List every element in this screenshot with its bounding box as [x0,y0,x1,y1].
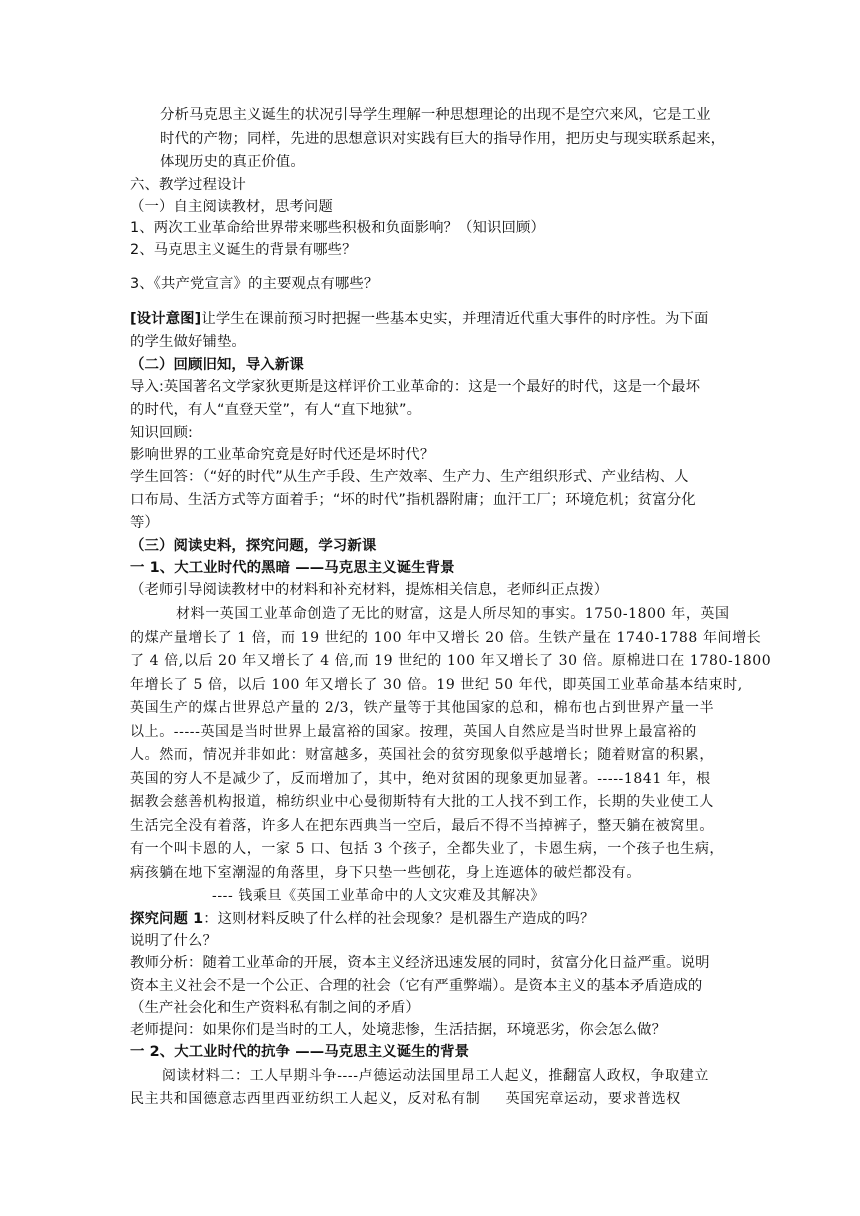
material-paragraph-line: 据教会慈善机构报道，棉纺织业中心曼彻斯特有大批的工人找不到工作，长期的失业使工人 [130,794,714,810]
material-paragraph-line: 生活完全没有着落，许多人在把东西典当一空后，最后不得不当掉裤子，整天躺在被窝里。 [130,818,714,834]
text-line: 学生回答：（“好的时代”从生产手段、生产效率、生产力、生产组织形式、产业结构、人 [130,469,689,485]
text-line: 影响世界的工业革命究竟是好时代还是坏时代？ [130,447,435,463]
text-line: 教师分析：随着工业革命的开展，资本主义经济迅速发展的同时，贫富分化日益严重。说明 [130,955,710,971]
material-paragraph-line: 年增长了 5 倍，以后 100 年又增长了 30 倍。19 世纪 50 年代，即英国工业革命基本结束时, [130,677,743,693]
material-paragraph-line: 英国的穷人不是减少了，反而增加了，其中，绝对贫困的现象更加显著。-----1841 年，根 [130,771,711,787]
material-citation: ---- 钱乘旦《英国工业革命中的人文灾难及其解决》 [212,888,545,904]
material-paragraph-line: 英国生产的煤占世界总产量的 2/3，铁产量等于其他国家的总和，棉布也占到世界产量一半 [130,700,715,716]
text-line: 口布局、生活方式等方面着手；“坏的时代”指机器附庸；血汗工厂；环境危机；贫富分化 [130,492,696,508]
material-paragraph-line: 有一个叫卡恩的人，一家 5 口、包括 3 个孩子，全都失业了，卡恩生病，一个孩子也生病， [130,841,725,857]
topic-heading: 一 1、大工业时代的黑暗 ——马克思主义诞生背景 [130,560,455,576]
design-intent-line [130,309,709,329]
text-line: 导入:英国著名文学家狄更斯是这样评价工业革命的：这是一个最好的时代，这是一个最坏 [130,379,701,395]
inquiry-question-text: ：这则材料反映了什么样的社会现象？是机器生产造成的吗？ [203,911,595,927]
material-paragraph-line: 病孩躺在地下室潮湿的角落里，身下只垫一些刨花，身上连遮体的破烂都没有。 [130,865,641,881]
inquiry-question-label: 探究问题 1 [130,911,204,927]
inquiry-question-line [130,909,594,929]
text-line: 知识回顾: [130,425,193,441]
text-line: （生产社会化和生产资料私有制之间的矛盾） [130,1000,420,1016]
material-paragraph-line: 的煤产量增长了 1 倍，而 19 世纪的 100 年中又增长 20 倍。生铁产量在 1740-1788 年间增长 [130,630,762,646]
material-paragraph-line: 人。然而，情况并非如此：财富越多，英国社会的贫穷现象似乎越增长；随着财富的积累， [130,747,714,763]
text-line: 说明了什么？ [130,933,217,949]
text-line: 的学生做好铺垫。 [130,334,246,350]
material-paragraph-line: 民主共和国德意志西里西亚纺织工人起义，反对私有制 英国宪章运动，要求普选权 [130,1091,681,1107]
material-paragraph-line: 阅读材料二：工人早期斗争----卢德运动法国里昂工人起义，推翻富人政权，争取建立 [162,1068,709,1084]
design-intent-text: 让学生在课前预习时把握一些基本史实，并理清近代重大事件的时序性。为下面 [201,311,709,327]
material-paragraph-line: 了 4 倍,以后 20 年又增长了 4 倍,而 19 世纪的 100 年又增长了 30 倍。原棉进口在 1780-1800 [130,653,772,669]
text-line: 的时代，有人“直登天堂”，有人“直下地狱”。 [130,402,422,418]
material-paragraph-line: 以上。-----英国是当时世界上最富裕的国家。按理，英国人自然应是当时世界上最富裕的 [130,724,697,740]
material-paragraph-line: 材料一英国工业革命创造了无比的财富，这是人所尽知的事实。1750-1800 年，英国 [176,606,730,622]
subsection-heading: （一）自主阅读教材，思考问题 [130,199,333,215]
text-line: 分析马克思主义诞生的状况引导学生理解一种思想理论的出现不是空穴来风，它是工业 [160,107,711,123]
text-line: 资本主义社会不是一个公正、合理的社会（它有严重弊端）。是资本主义的基本矛盾造成的 [130,978,703,994]
text-line: （老师引导阅读教材中的材料和补充材料，提炼相关信息，老师纠正点拨） [130,582,609,598]
text-line: 时代的产物；同样，先进的思想意识对实践有巨大的指导作用，把历史与现实联系起来， [160,131,726,147]
section-heading: 六、教学过程设计 [130,177,246,193]
topic-heading: 一 2、大工业时代的抗争 ——马克思主义诞生的背景 [130,1044,470,1060]
subsection-heading: （二）回顾旧知，导入新课 [130,357,304,373]
question-1: 1、两次工业革命给世界带来哪些积极和负面影响？（知识回顾） [130,220,545,236]
question-2: 2、马克思主义诞生的背景有哪些？ [130,242,357,258]
text-line: 等） [130,515,159,531]
text-line: 老师提问：如果你们是当时的工人，处境悲惨，生活拮据，环境恶劣，你会怎么做？ [130,1022,667,1038]
subsection-heading: （三）阅读史料，探究问题，学习新课 [130,538,377,554]
question-3: 3、《共产党宣言》的主要观点有哪些？ [130,276,379,292]
design-intent-label: [设计意图] [130,311,202,327]
text-line: 体现历史的真正价值。 [160,154,305,170]
